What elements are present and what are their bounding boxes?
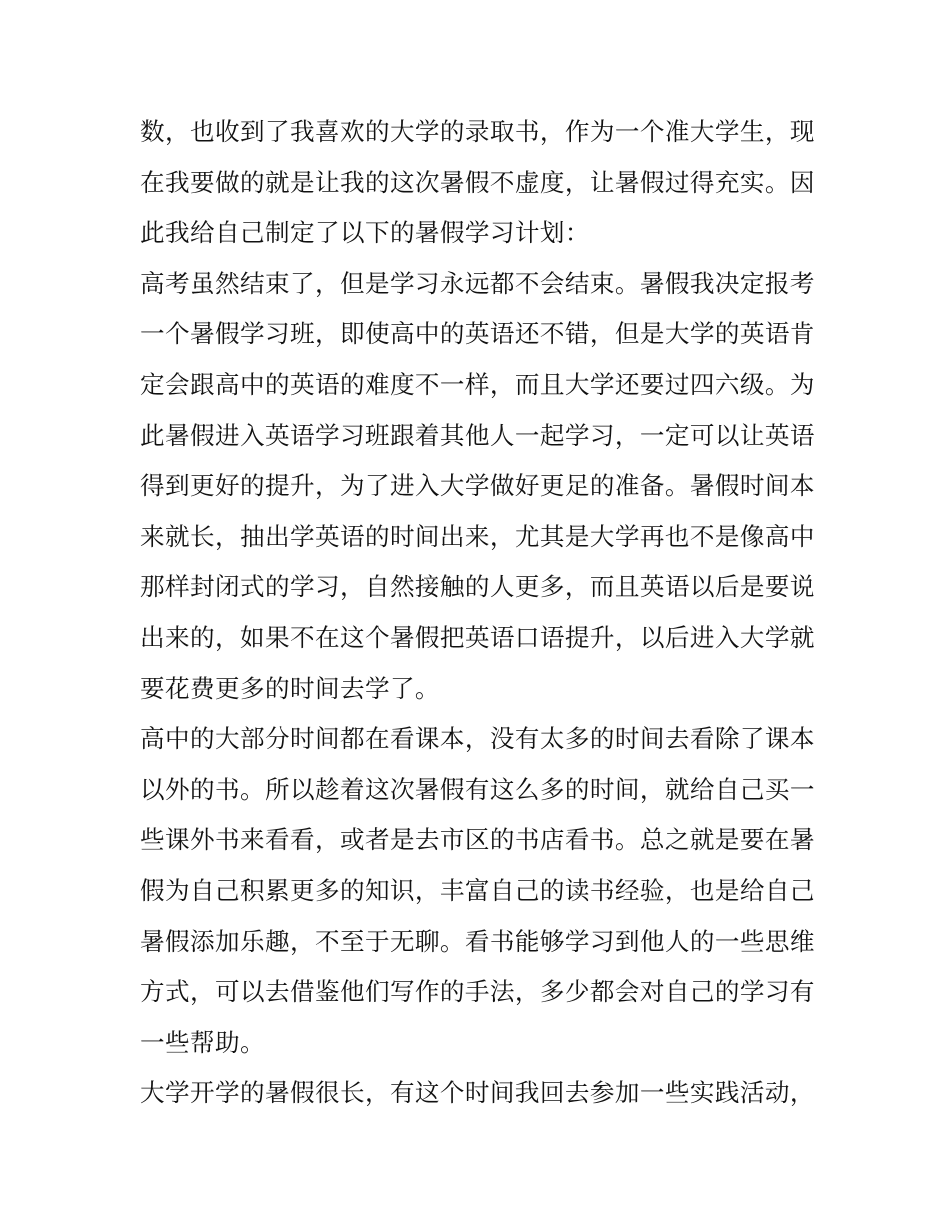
text-line: 要花费更多的时间去学了。 — [140, 673, 440, 703]
text-line: 一些帮助。 — [140, 1027, 265, 1057]
text-line: 在我要做的就是让我的这次暑假不虚度，让暑假过得充实。因 — [140, 167, 815, 197]
text-line: 暑假添加乐趣，不至于无聊。看书能够学习到他人的一些思维 — [140, 926, 815, 956]
text-line: 高考虽然结束了，但是学习永远都不会结束。暑假我决定报考 — [140, 268, 815, 298]
document-body — [140, 107, 815, 1119]
text-line: 数，也收到了我喜欢的大学的录取书，作为一个准大学生，现 — [140, 117, 815, 146]
paragraph-4 — [140, 1068, 815, 1119]
text-line: 得到更好的提升，为了进入大学做好更足的准备。暑假时间本 — [140, 471, 815, 501]
paragraph-3 — [140, 714, 815, 1068]
text-line: 以外的书。所以趁着这次暑假有这么多的时间，就给自己买一 — [140, 774, 815, 804]
text-line: 些课外书来看看，或者是去市区的书店看书。总之就是要在暑 — [140, 825, 815, 855]
text-line: 方式，可以去借鉴他们写作的手法，多少都会对自己的学习有 — [140, 977, 815, 1007]
paragraph-1 — [140, 107, 815, 259]
text-line: 高中的大部分时间都在看课本，没有太多的时间去看除了课本 — [140, 724, 815, 754]
text-line: 此我给自己制定了以下的暑假学习计划： — [140, 218, 590, 248]
text-line: 大学开学的暑假很长，有这个时间我回去参加一些实践活动， — [140, 1078, 815, 1108]
text-line: 来就长，抽出学英语的时间出来，尤其是大学再也不是像高中 — [140, 521, 815, 551]
paragraph-2 — [140, 259, 815, 714]
text-line: 一个暑假学习班，即使高中的英语还不错，但是大学的英语肯 — [140, 319, 815, 349]
text-line: 此暑假进入英语学习班跟着其他人一起学习，一定可以让英语 — [140, 420, 815, 450]
text-line: 假为自己积累更多的知识，丰富自己的读书经验，也是给自己 — [140, 875, 815, 905]
text-line: 定会跟高中的英语的难度不一样，而且大学还要过四六级。为 — [140, 369, 815, 399]
text-line: 出来的，如果不在这个暑假把英语口语提升，以后进入大学就 — [140, 622, 815, 652]
text-line: 那样封闭式的学习，自然接触的人更多，而且英语以后是要说 — [140, 572, 815, 602]
